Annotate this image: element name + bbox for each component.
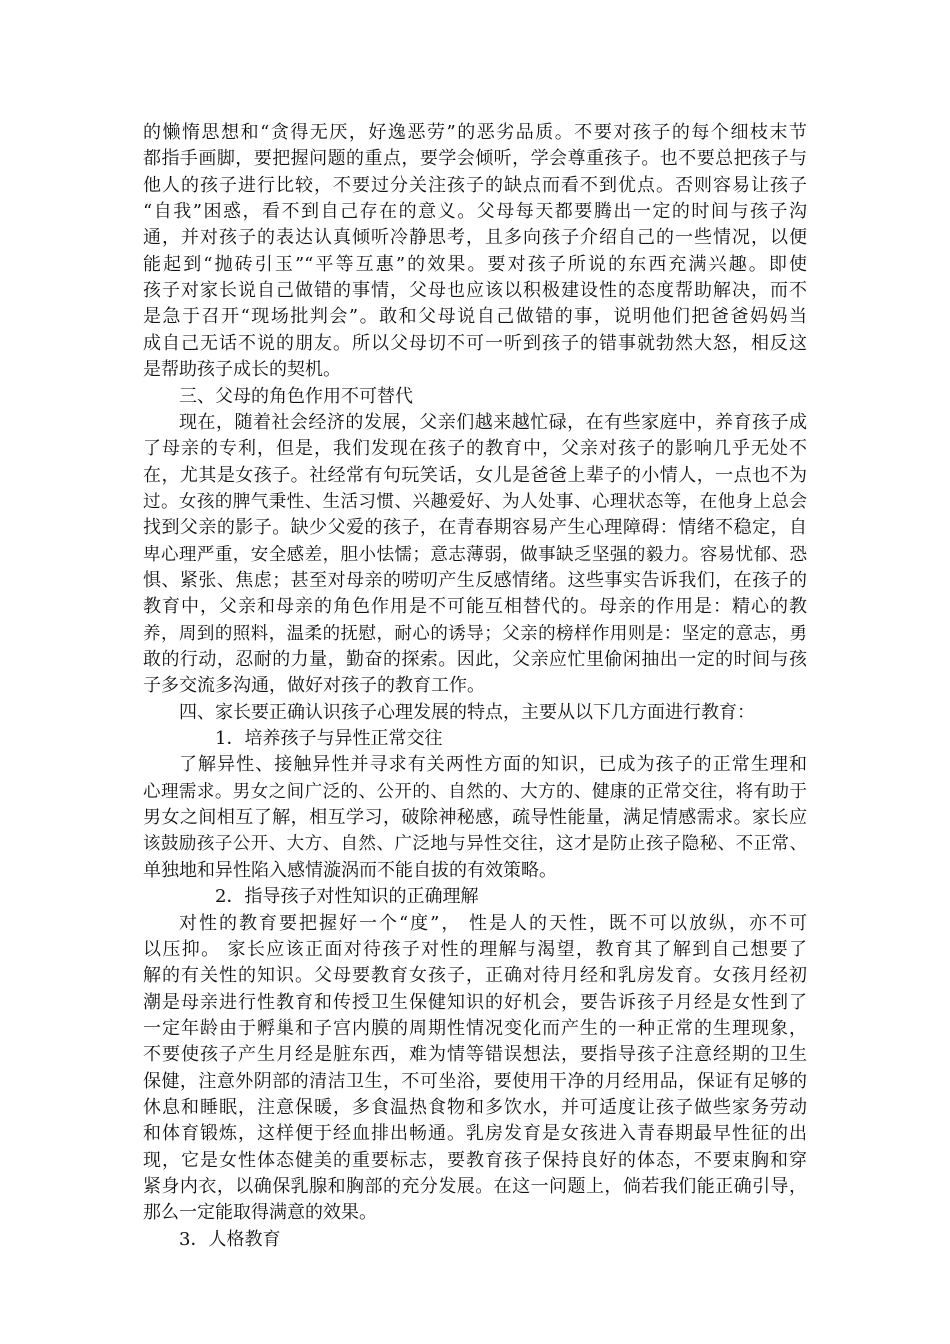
text-line: 对性的教育要把握好一个“度”， 性是人的天性，既不可以放纵，亦不可 — [179, 912, 807, 934]
text-line: 能起到“抛砖引玉”“平等互惠”的效果。要对孩子所说的东西充满兴趣。即使 — [143, 253, 807, 275]
text-line: 过。女孩的脾气秉性、生活习惯、兴趣爱好、为人处事、心理状态等，在他身上总会 — [143, 491, 807, 512]
text-line: “自我”困惑，看不到自己存在的意义。父母每天都要腾出一定的时间与孩子沟 — [143, 201, 807, 223]
text-line: 的懒惰思想和“贪得无厌，好逸恶劳”的恶劣品质。不要对孩子的每个细枝末节 — [143, 122, 807, 143]
text-line: 2．指导孩子对性知识的正确理解 — [215, 886, 479, 908]
text-line: 现在，随着社会经济的发展，父亲们越来越忙碌，在有些家庭中，养育孩子成 — [179, 411, 807, 433]
text-line: 成自己无话不说的朋友。所以父母切不可一听到孩子的错事就勃然大怒，相反这 — [143, 332, 807, 354]
text-line: 3．人格教育 — [179, 1228, 281, 1250]
text-line: 敢的行动，忍耐的力量，勤奋的探索。因此，父亲应忙里偷闲抽出一定的时间与孩 — [143, 649, 807, 670]
text-line: 休息和睡眠，注意保暖，多食温热食物和多饮水，并可适度让孩子做些家务劳动 — [143, 1096, 807, 1118]
text-line: 紧身内衣，以确保乳腺和胸部的充分发展。在这一问题上，倘若我们能正确引导， — [143, 1176, 807, 1197]
text-line: 一定年龄由于孵巢和子宫内膜的周期性情况变化而产生的一种正常的生理现象， — [143, 1017, 807, 1039]
text-line: 以压抑。 家长应该正面对待孩子对性的理解与渴望，教育其了解到自己想要了 — [143, 938, 807, 960]
text-line: 惧、紧张、焦虑；甚至对母亲的唠叨产生反感情绪。这些事实告诉我们，在孩子的 — [143, 569, 807, 591]
text-line: 孩子对家长说自己做错的事情，父母也应该以积极建设性的态度帮助解决，而不 — [143, 280, 807, 302]
text-line: 卑心理严重，安全感差，胆小怯懦；意志薄弱，做事缺乏坚强的毅力。容易忧郁、恐 — [143, 544, 807, 565]
text-line: 心理需求。男女之间广泛的、公开的、自然的、大方的、健康的正常交往，将有助于 — [143, 781, 807, 802]
text-line: 了解异性、接触异性并寻求有关两性方面的知识，已成为孩子的正常生理和 — [179, 754, 807, 776]
text-line: 教育中，父亲和母亲的角色作用是不可能互相替代的。母亲的作用是：精心的教 — [143, 596, 807, 618]
text-line: 三、父母的角色作用不可替代 — [179, 385, 413, 407]
text-line: 男女之间相互了解，相互学习，破除神秘感，疏导性能量，满足情感需求。家长应 — [143, 807, 807, 829]
text-line: 是帮助孩子成长的契机。 — [143, 359, 341, 381]
text-line: 和体育锻炼，这样便于经血排出畅通。乳房发育是女孩进入青春期最早性征的出 — [143, 1123, 807, 1145]
text-line: 他人的孩子进行比较，不要过分关注孩子的缺点而看不到优点。否则容易让孩子 — [143, 174, 807, 196]
text-line: 潮是母亲进行性教育和传授卫生保健知识的好机会，要告诉孩子月经是女性到了 — [143, 991, 807, 1013]
text-line: 了母亲的专利，但是，我们发现在孩子的教育中，父亲对孩子的影响几乎无处不 — [143, 438, 807, 460]
text-line: 单独地和异性陷入感情漩涡而不能自拔的有效策略。 — [143, 859, 557, 881]
text-line: 在，尤其是女孩子。社经常有句玩笑话，女儿是爸爸上辈子的小情人，一点也不为 — [143, 464, 807, 486]
text-line: 那么一定能取得满意的效果。 — [143, 1202, 377, 1224]
text-line: 通，并对孩子的表达认真倾听冷静思考，且多向孩子介绍自己的一些情况，以便 — [143, 227, 807, 249]
text-line: 该鼓励孩子公开、大方、自然、广泛地与异性交往，这才是防止孩子隐秘、不正常、 — [143, 834, 807, 855]
text-line: 养，周到的照料，温柔的抚慰，耐心的诱导；父亲的榜样作用则是：坚定的意志，勇 — [143, 623, 807, 644]
text-line: 1．培养孩子与异性正常交往 — [215, 728, 443, 750]
text-line: 解的有关性的知识。父母要教育女孩子，正确对待月经和乳房发育。女孩月经初 — [143, 965, 807, 987]
text-line: 保健，注意外阴部的清洁卫生，不可坐浴，要使用干净的月经用品，保证有足够的 — [143, 1070, 807, 1092]
text-line: 是急于召开“现场批判会”。敢和父母说自己做错的事，说明他们把爸爸妈妈当 — [143, 306, 807, 328]
text-line: 四、家长要正确认识孩子心理发展的特点，主要从以下几方面进行教育： — [179, 701, 755, 723]
text-line: 现，它是女性体态健美的重要标志，要教育孩子保持良好的体态，不要束胸和穿 — [143, 1149, 807, 1171]
text-line: 找到父亲的影子。缺少父爱的孩子，在青春期容易产生心理障碍：情绪不稳定，自 — [143, 517, 807, 539]
text-line: 不要使孩子产生月经是脏东西，难为情等错误想法，要指导孩子注意经期的卫生 — [143, 1044, 807, 1066]
text-line: 子多交流多沟通，做好对孩子的教育工作。 — [143, 675, 485, 697]
text-line: 都指手画脚，要把握问题的重点，要学会倾听，学会尊重孩子。也不要总把孩子与 — [143, 148, 807, 170]
